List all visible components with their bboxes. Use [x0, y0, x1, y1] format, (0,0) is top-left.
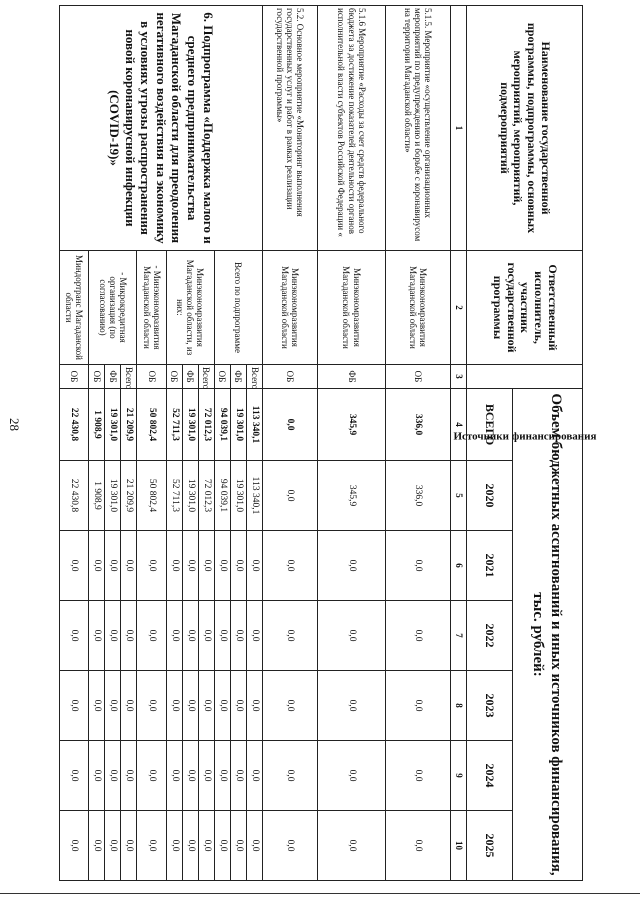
row-source: ОБ: [89, 365, 105, 389]
row-total: 19 301,0: [182, 389, 198, 461]
row-total: 22 430,8: [60, 389, 89, 461]
group-responsible: Миндортранс Магаданской области: [60, 251, 89, 365]
row-value: 0,0: [263, 461, 318, 531]
row-value: 0,0: [246, 601, 262, 671]
subprogram-name: 6. Подпрограмма «Поддержка малого и среднего предпринимательства Магаданской области для преодоления негативного воздействия на экономику в условиях угрозы распространения новой коронавирусной инфекции (COVID-19)»: [60, 6, 263, 251]
row-responsible: Минэкономразвития Магаданской области: [386, 251, 451, 365]
row-value: 0,0: [105, 601, 121, 671]
row-value: 0,0: [386, 811, 451, 881]
row-value: 0,0: [263, 741, 318, 811]
row-source: ОБ: [137, 365, 166, 389]
row-value: 72 012,3: [198, 461, 214, 531]
row-value: 0,0: [121, 811, 137, 881]
page-number: 28: [7, 418, 22, 431]
header-year: 2025: [467, 811, 513, 881]
group-responsible: Всего по подпрограмме: [214, 251, 262, 365]
row-value: 0,0: [214, 741, 230, 811]
row-total: 52 711,3: [166, 389, 182, 461]
row-value: 19 301,0: [182, 461, 198, 531]
row-value: 113 340,1: [246, 461, 262, 531]
row-value: 0,0: [386, 531, 451, 601]
row-total: 19 301,0: [230, 389, 246, 461]
row-total: 94 039,1: [214, 389, 230, 461]
row-value: 0,0: [198, 531, 214, 601]
col-number: 1: [451, 6, 467, 251]
row-value: 336,0: [386, 461, 451, 531]
row-responsible: Минэкономразвития Магаданской области: [318, 251, 386, 365]
row-source: ФБ: [182, 365, 198, 389]
row-value: 0,0: [137, 671, 166, 741]
row-value: 0,0: [89, 601, 105, 671]
row-value: 0,0: [182, 671, 198, 741]
row-source: ОБ: [386, 365, 451, 389]
row-value: 0,0: [166, 811, 182, 881]
row-value: 0,0: [137, 531, 166, 601]
row-value: 0,0: [318, 531, 386, 601]
row-name: 5.1.6 Мероприятие «Расходы за счет средств федерального бюджета за достижение показателей деятельности органов исполнительной власти субъектов Российской Федерации «: [318, 6, 386, 251]
row-value: 0,0: [230, 601, 246, 671]
row-value: 0,0: [214, 531, 230, 601]
row-source: ОБ: [166, 365, 182, 389]
row-value: 0,0: [214, 811, 230, 881]
row-value: 0,0: [89, 811, 105, 881]
row-value: 0,0: [60, 601, 89, 671]
row-value: 0,0: [166, 601, 182, 671]
row-value: 50 802,4: [137, 461, 166, 531]
row-value: 0,0: [230, 741, 246, 811]
row-value: 0,0: [89, 741, 105, 811]
header-year: 2022: [467, 601, 513, 671]
row-value: 0,0: [246, 531, 262, 601]
header-year: 2020: [467, 461, 513, 531]
row-value: 0,0: [386, 601, 451, 671]
row-value: 0,0: [263, 601, 318, 671]
header-year: 2023: [467, 671, 513, 741]
col-number: 3: [451, 365, 467, 389]
row-source: ФБ: [318, 365, 386, 389]
row-value: 0,0: [60, 811, 89, 881]
page-bottom-rule: [0, 893, 640, 894]
row-value: 0,0: [318, 741, 386, 811]
row-value: 0,0: [121, 531, 137, 601]
row-value: 0,0: [137, 811, 166, 881]
row-value: 0,0: [263, 531, 318, 601]
row-total: 0,0: [263, 389, 318, 461]
row-value: 0,0: [182, 531, 198, 601]
row-value: 0,0: [105, 671, 121, 741]
row-value: 0,0: [137, 741, 166, 811]
row-value: 0,0: [230, 671, 246, 741]
rotated-page: [59, 5, 596, 880]
col-number: 2: [451, 251, 467, 365]
header-year: 2024: [467, 741, 513, 811]
row-name: 5.1.5. Мероприятие «осуществление организационных мероприятий по предупреждению и борьбе с коронавирусом на территории Магаданской области»: [386, 6, 451, 251]
row-responsible: Минэкономразвития Магаданской области: [263, 251, 318, 365]
row-value: 0,0: [121, 601, 137, 671]
row-source: ОБ: [214, 365, 230, 389]
row-value: 0,0: [263, 811, 318, 881]
row-value: 0,0: [198, 601, 214, 671]
header-volume: Объем бюджетных ассигнований и иных источников финансирования, тыс. рублей:: [513, 389, 583, 881]
row-value: 0,0: [89, 671, 105, 741]
row-source: ОБ: [263, 365, 318, 389]
row-value: 0,0: [246, 741, 262, 811]
row-value: 19 301,0: [230, 461, 246, 531]
row-value: 21 209,9: [121, 461, 137, 531]
row-source: ФБ: [230, 365, 246, 389]
col-number: 10: [451, 811, 467, 881]
row-total: 113 340,1: [246, 389, 262, 461]
row-value: 94 039,1: [214, 461, 230, 531]
row-value: 52 711,3: [166, 461, 182, 531]
header-year: 2021: [467, 531, 513, 601]
row-value: 0,0: [246, 811, 262, 881]
table-row: [246, 6, 262, 881]
row-value: 0,0: [182, 811, 198, 881]
row-source: Всего: [198, 365, 214, 389]
row-value: 345,9: [318, 461, 386, 531]
row-value: 0,0: [121, 741, 137, 811]
row-value: 0,0: [105, 531, 121, 601]
group-responsible: Минэкономразвития Магаданской области, из них:: [166, 251, 214, 365]
row-value: 0,0: [246, 671, 262, 741]
row-value: 0,0: [198, 741, 214, 811]
row-value: 0,0: [182, 741, 198, 811]
table-row: [318, 6, 386, 881]
row-value: 0,0: [386, 671, 451, 741]
row-value: 0,0: [214, 671, 230, 741]
row-value: 22 430,8: [60, 461, 89, 531]
header-source: Источники финансирования: [467, 365, 583, 389]
row-value: 0,0: [60, 741, 89, 811]
row-value: 0,0: [137, 601, 166, 671]
row-total: 336,0: [386, 389, 451, 461]
row-value: 0,0: [318, 811, 386, 881]
col-number: 5: [451, 461, 467, 531]
row-value: 0,0: [198, 811, 214, 881]
row-source: Всего: [121, 365, 137, 389]
col-number: 8: [451, 671, 467, 741]
group-responsible: - Микрокредитная организация (по согласованию): [89, 251, 137, 365]
row-total: 345,9: [318, 389, 386, 461]
row-value: 0,0: [263, 671, 318, 741]
row-value: 0,0: [230, 811, 246, 881]
row-total: 50 802,4: [137, 389, 166, 461]
row-value: 0,0: [121, 671, 137, 741]
row-value: 19 301,0: [105, 461, 121, 531]
row-total: 72 012,3: [198, 389, 214, 461]
row-value: 0,0: [198, 671, 214, 741]
row-value: 0,0: [166, 741, 182, 811]
row-total: 19 301,0: [105, 389, 121, 461]
row-value: 0,0: [318, 601, 386, 671]
row-value: 0,0: [60, 671, 89, 741]
row-source: ОБ: [60, 365, 89, 389]
col-number: 9: [451, 741, 467, 811]
col-number: 4: [451, 389, 467, 461]
row-value: 0,0: [318, 671, 386, 741]
table-row: [386, 6, 451, 881]
row-value: 1 908,9: [89, 461, 105, 531]
row-value: 0,0: [386, 741, 451, 811]
row-value: 0,0: [214, 601, 230, 671]
row-value: 0,0: [60, 531, 89, 601]
row-value: 0,0: [166, 531, 182, 601]
header-responsible: Ответственный исполнитель, участник государственной программы: [467, 251, 583, 365]
row-total: 21 209,9: [121, 389, 137, 461]
row-value: 0,0: [105, 811, 121, 881]
table-row: [263, 6, 318, 881]
header-name: Наименование государственной программы, подпрограммы, основных мероприятий, мероприятий, подмероприятий: [467, 6, 583, 251]
row-value: 0,0: [182, 601, 198, 671]
col-number: 7: [451, 601, 467, 671]
group-responsible: - Минэкономразвития Магаданской области: [137, 251, 166, 365]
row-source: Всего: [246, 365, 262, 389]
row-value: 0,0: [89, 531, 105, 601]
row-name: 5.2. Основное мероприятие «Мониторинг выполнения государственных услуг и работ в рамках реализации государственной программы»: [263, 6, 318, 251]
header-total: ВСЕГО: [467, 389, 513, 461]
row-total: 1 908,9: [89, 389, 105, 461]
row-value: 0,0: [105, 741, 121, 811]
row-value: 0,0: [230, 531, 246, 601]
row-value: 0,0: [166, 671, 182, 741]
col-number: 6: [451, 531, 467, 601]
row-source: ФБ: [105, 365, 121, 389]
budget-table: [59, 5, 596, 881]
